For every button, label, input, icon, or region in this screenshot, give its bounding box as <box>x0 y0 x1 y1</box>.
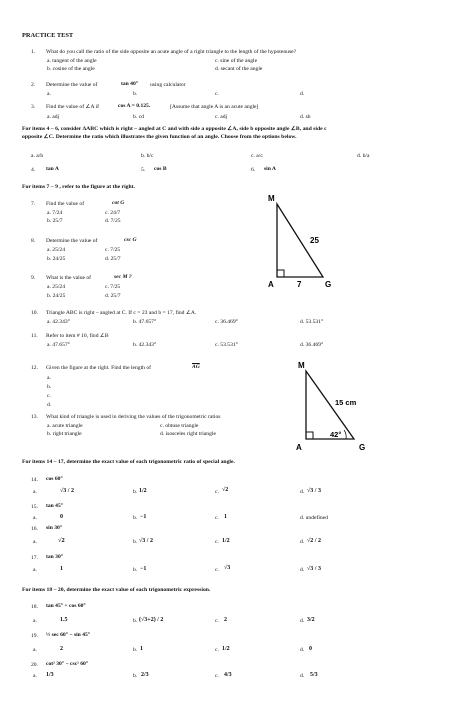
q8-option-a: a. 25/24 <box>47 247 66 253</box>
q2-option-d: d. <box>300 91 305 97</box>
q12-option-a: a. <box>47 375 51 381</box>
q17-option-a-value: 1 <box>60 566 63 572</box>
q1-option-a: a. tangent of the angle <box>47 58 97 64</box>
q19-option-c: c. <box>215 647 219 653</box>
q20-expression: cot² 30° − csc² 60° <box>46 661 89 667</box>
q20-option-d-value: 5/3 <box>310 672 318 678</box>
q11-option-b: b. 42.343° <box>133 342 157 348</box>
q14-expression: cos 60° <box>46 476 63 482</box>
q18-option-c: c. <box>215 618 219 624</box>
vertex-m-label-2: M <box>298 361 305 370</box>
vertex-g-label-1: G <box>325 280 332 289</box>
q7-option-d: d. 7/25 <box>105 218 121 224</box>
q14-number: 14. <box>31 477 38 483</box>
q15-option-b-value: −1 <box>140 514 147 520</box>
q2-option-b: b. <box>133 91 138 97</box>
q12-option-c: c. <box>47 393 51 399</box>
q12-option-d: d. <box>47 402 52 408</box>
q18-option-c-value: 2 <box>224 617 227 623</box>
q19-option-a: a. <box>33 647 37 653</box>
q1-option-b: b. cosine of the angle <box>47 66 95 72</box>
q19-option-d: d. <box>300 647 305 653</box>
q2-text: Determine the value of <box>46 82 98 88</box>
q10-option-a: a. 42.343° <box>47 319 70 325</box>
q7-option-a: a. 7/24 <box>47 210 63 216</box>
q7-text: Find the value of <box>46 201 85 207</box>
vertex-a-label-1: A <box>268 280 274 289</box>
q7-expression: cot G <box>112 200 125 206</box>
q18-option-d-value: 3/2 <box>307 617 315 623</box>
q9-option-b: b. 24/25 <box>47 293 66 299</box>
q7-option-b: b. 25/7 <box>47 218 63 224</box>
q7-option-c: c. 24/7 <box>105 210 121 216</box>
q19-option-a-value: 2 <box>60 646 63 652</box>
q16-option-d: d. <box>300 539 305 545</box>
q3-option-c: c. adj <box>215 114 228 120</box>
instruction-18-20: For items 18 – 20, determine the exact value of each trigonometric expression. <box>22 587 211 593</box>
q17-option-b: b. <box>133 567 138 573</box>
q19-expression: ½ sec 60° − sin 45° <box>46 632 91 638</box>
q5-expression: cos B <box>154 166 167 172</box>
q19-option-b: b. <box>133 647 138 653</box>
q7-number: 7. <box>31 201 36 207</box>
instruction-7-9: For items 7 – 9 , refer to the figure at the right. <box>22 184 135 190</box>
q16-option-d-value: √2 / 2 <box>307 538 321 544</box>
q14-option-b-value: 1/2 <box>139 488 147 494</box>
q3-expression: cos A = 0.125. <box>118 103 151 109</box>
q8-expression: csc G <box>124 237 137 243</box>
q14-option-d-value: √3 / 3 <box>307 488 321 494</box>
q14-option-c: c. <box>215 489 219 495</box>
q18-expression: tan 45° + cos 60° <box>46 603 86 609</box>
opts-4-6-d: d. b/a <box>357 153 370 159</box>
q13-text: What kind of triangle is used in deriving the values of the trigonometric ratios <box>46 414 221 420</box>
q17-option-a: a. <box>33 567 37 573</box>
instruction-14-17: For items 14 – 17, determine the exact value of each trigonometric ratio of special angle. <box>22 459 235 465</box>
vertex-m-label-1: M <box>268 194 275 203</box>
opts-4-6-b: b. b/c <box>141 153 154 159</box>
q8-option-d: d. 25/7 <box>105 256 121 262</box>
triangle-figure-1 <box>265 193 345 293</box>
q17-number: 17. <box>31 555 38 561</box>
q15-option-d: d. undefined <box>300 515 328 521</box>
right-angle-marker-2 <box>306 432 313 439</box>
q8-option-b: b. 24/25 <box>47 256 66 262</box>
q2-expression: tan 40° <box>121 81 138 87</box>
q13-option-c: c. obtuse triangle <box>160 423 199 429</box>
q9-expression: sec M ? <box>114 274 132 280</box>
q10-text: Triangle ABC is right – angled at C. If c = 23 and b = 17, find ∠A. <box>46 310 197 316</box>
q1-option-c: c. sine of the angle <box>215 58 258 64</box>
q16-option-c: c. <box>215 539 219 545</box>
q11-number: 11. <box>31 333 38 339</box>
q9-option-a: a. 25/24 <box>47 284 66 290</box>
opts-4-6-c: c. a/c <box>251 153 263 159</box>
q5-number: 5. <box>141 167 146 173</box>
q18-option-b-value: (√3+2) / 2 <box>139 617 164 623</box>
q9-text: What is the value of <box>46 275 92 281</box>
angle-arc-2 <box>344 430 346 439</box>
q11-option-d: d. 36.469° <box>300 342 324 348</box>
q18-option-d: d. <box>300 618 305 624</box>
q2-option-a: a. <box>47 91 51 97</box>
q20-option-b: b. <box>133 673 138 679</box>
q16-number: 16. <box>31 526 38 532</box>
q1-text: What do you call the ratio of the side opposite an acute angle of a right triangle to the length of the hypotenuse? <box>46 49 297 55</box>
q19-number: 19. <box>31 633 38 639</box>
q2-text-2: using calculator <box>150 82 186 88</box>
q20-option-d: d. <box>300 673 305 679</box>
q14-option-c-value: √2 <box>222 487 229 493</box>
q16-option-b: b. <box>133 539 138 545</box>
q15-option-a-value: 0 <box>60 514 63 520</box>
instruction-4-6-line2: opposite ∠C. Determine the ratio which illustrates the given function of an angle. Choose from the options below. <box>22 134 297 140</box>
q15-option-c: c. <box>215 515 219 521</box>
q20-option-a-value: 1/3 <box>46 672 54 678</box>
q3-text-2: [Assume that angle A is an acute angle] <box>170 104 259 110</box>
q13-number: 13. <box>31 414 38 420</box>
q15-number: 15. <box>31 504 38 510</box>
q2-number: 2. <box>31 82 36 88</box>
q15-option-a: a. <box>33 515 37 521</box>
angle-label-2: 42° <box>330 430 342 439</box>
q18-number: 18. <box>31 604 38 610</box>
q17-option-c-value: √3 <box>224 565 231 571</box>
opts-4-6-a: a. a/b <box>31 153 44 159</box>
q3-option-b: b. cd <box>133 114 144 120</box>
q14-option-a-value: √3 / 2 <box>60 488 74 494</box>
q4-number: 4. <box>31 167 36 173</box>
q9-option-c: c. 7/25 <box>105 284 121 290</box>
q15-expression: tan 45° <box>46 503 63 509</box>
q16-expression: sin 30° <box>46 525 63 531</box>
q8-text: Determine the value of <box>46 238 98 244</box>
q20-option-a: a. <box>33 673 37 679</box>
q20-number: 20. <box>31 662 38 668</box>
q13-option-d: d. isosceles right triangle <box>160 431 216 437</box>
q3-option-d: d. sh <box>300 114 311 120</box>
q12-number: 12. <box>31 365 38 371</box>
q15-option-b: b. <box>133 515 138 521</box>
hypotenuse-label-1: 25 <box>310 236 319 245</box>
q11-option-c: c. 53.531° <box>215 342 238 348</box>
vertex-a-label-2: A <box>296 443 302 452</box>
q12-expression: $\overline{AG}$ <box>192 364 200 370</box>
q14-option-a: a. <box>33 489 37 495</box>
right-angle-marker-1 <box>277 270 284 277</box>
q3-number: 3. <box>31 104 36 110</box>
q18-option-a: a. <box>33 618 37 624</box>
q18-option-b: b. <box>133 618 138 624</box>
q1-number: 1. <box>31 49 36 55</box>
q10-option-b: b. 47.657° <box>133 319 157 325</box>
q9-number: 9. <box>31 275 36 281</box>
q3-text: Find the value of ∠A if <box>46 104 100 110</box>
q10-number: 10. <box>31 310 38 316</box>
q16-option-a-value: √2 <box>58 537 65 544</box>
q11-text: Refer to item # 10, find ∠B <box>46 333 109 339</box>
q17-option-c: c. <box>215 567 219 573</box>
q17-option-d: d. <box>300 567 305 573</box>
q8-number: 8. <box>31 238 36 244</box>
q16-option-c-value: 1/2 <box>222 538 230 544</box>
q10-option-d: d. 53.531° <box>300 319 324 325</box>
q1-option-d: d. secant of the angle <box>215 66 263 72</box>
q13-option-a: a. acute triangle <box>47 423 83 429</box>
q20-option-c-value: 4/3 <box>224 672 232 678</box>
q11-option-a: a. 47.657° <box>47 342 70 348</box>
page-title: PRACTICE TEST <box>22 32 74 39</box>
q9-option-d: d. 25/7 <box>105 293 121 299</box>
q16-option-a: a. <box>33 539 37 545</box>
q20-option-c: c. <box>215 673 219 679</box>
q16-option-b-value: √3 / 2 <box>139 538 153 544</box>
q13-option-b: b. right triangle <box>47 431 82 437</box>
vertex-g-label-2: G <box>359 443 366 452</box>
q17-expression: tan 30° <box>46 554 63 560</box>
q6-expression: sin A <box>264 166 276 172</box>
q12-text: Given the figure at the right. Find the length of <box>46 365 152 371</box>
q17-option-b-value: −1 <box>140 566 147 572</box>
q10-option-c: c. 36.469° <box>215 319 238 325</box>
q17-option-d-value: √3 / 3 <box>307 566 321 572</box>
q19-option-b-value: 1 <box>140 646 143 652</box>
q2-option-c: c. <box>215 91 219 97</box>
q15-option-c-value: 1 <box>224 514 227 520</box>
q6-number: 6. <box>251 167 256 173</box>
q20-option-b-value: 2/3 <box>141 672 149 678</box>
base-label-1: 7 <box>297 280 302 289</box>
instruction-4-6-line1: For items 4 – 6, consider ΔABC which is right – angled at C and with side a opposite ∠A, side b opposite angle ∠B, and side c <box>22 126 327 132</box>
triangle-figure-2 <box>292 357 382 457</box>
q12-option-b: b. <box>47 384 52 390</box>
q19-option-c-value: 1/2 <box>222 646 230 652</box>
q3-option-a: a. adj <box>47 114 60 120</box>
q4-expression: tan A <box>46 166 59 172</box>
q18-option-a-value: 1.5 <box>60 617 68 623</box>
hypotenuse-label-2: 15 cm <box>335 398 357 407</box>
q19-option-d-value: 0 <box>309 646 312 652</box>
q8-option-c: c. 7/25 <box>105 247 121 253</box>
q14-option-b: b. <box>133 489 138 495</box>
q14-option-d: d. <box>300 489 305 495</box>
